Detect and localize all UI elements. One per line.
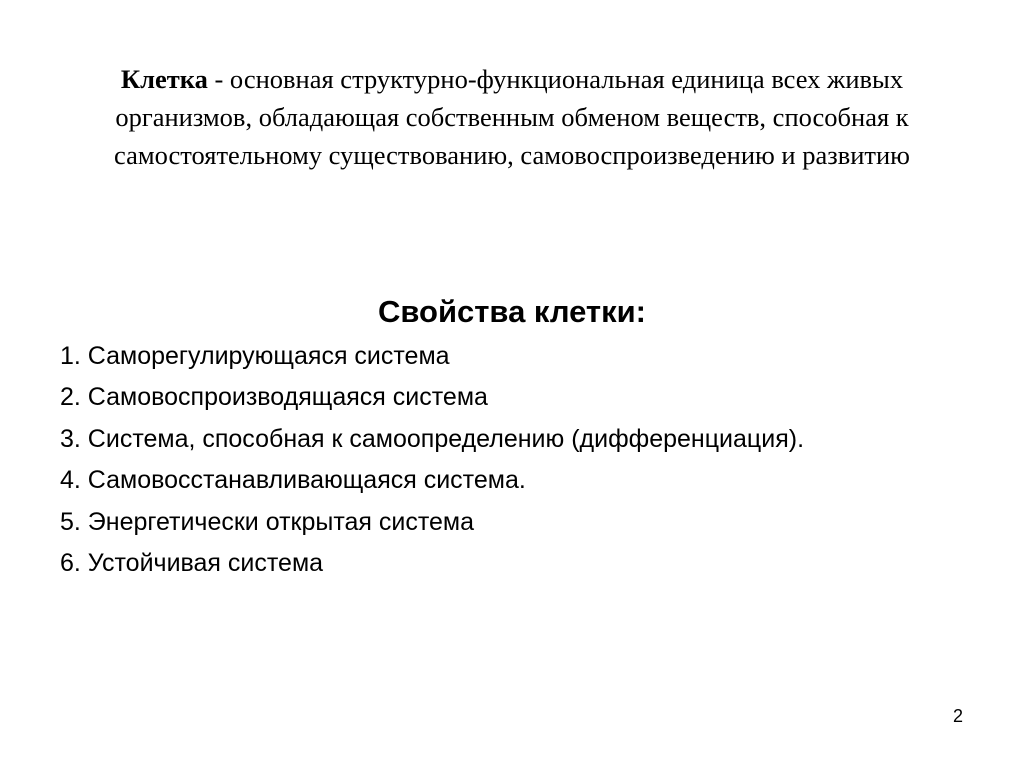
cell-definition bbox=[60, 60, 964, 174]
definition-line-2: организмов, обладающая собственным обменом веществ, способная к bbox=[115, 102, 909, 132]
definition-line-3: самостоятельному существованию, самовоспроизведению и развитию bbox=[114, 140, 910, 170]
property-item-2: 2. Самовоспроизводящаяся система bbox=[60, 383, 488, 412]
properties-list bbox=[60, 336, 980, 584]
property-item-6: 6. Устойчивая система bbox=[60, 548, 324, 577]
page-number: 2 bbox=[952, 706, 963, 726]
property-item-1: 1. Саморегулирующаяся система bbox=[60, 342, 450, 370]
property-item-5: 5. Энергетически открытая система bbox=[60, 507, 475, 536]
properties-heading: Свойства клетки: bbox=[377, 294, 647, 329]
definition-line-1: - основная структурно-функциональная единица всех живых bbox=[207, 64, 904, 94]
property-item-4: 4. Самовосстанавливающаяся система. bbox=[60, 466, 526, 495]
definition-term: Клетка bbox=[120, 64, 208, 94]
property-item-3: 3. Система, способная к самоопределению (дифференциация). bbox=[60, 424, 805, 453]
